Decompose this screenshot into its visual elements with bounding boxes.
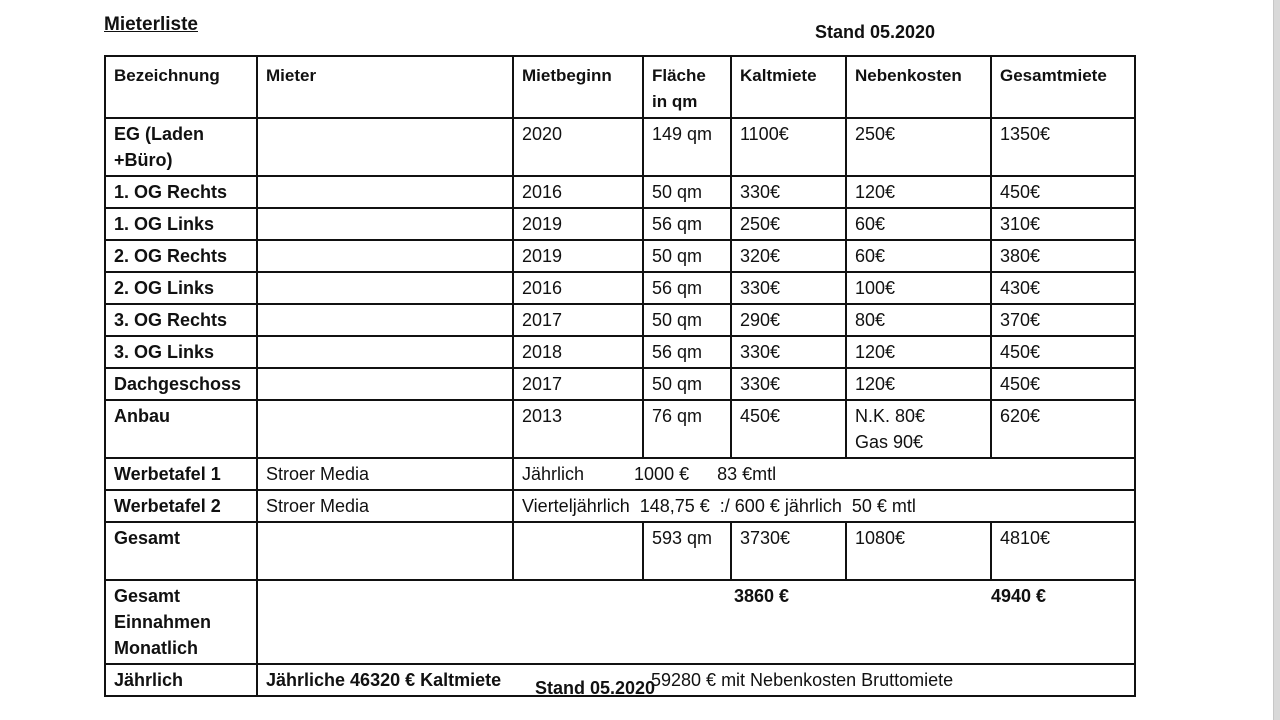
cell-bezeichnung: 1. OG Rechts: [105, 176, 257, 208]
cell-mieter: [257, 240, 513, 272]
cell-nebenkosten: 80€: [846, 304, 991, 336]
cell-gesamtmiete: 310€: [991, 208, 1135, 240]
cell-gesamtmiete: 450€: [991, 336, 1135, 368]
cell-bezeichnung: EG (Laden +Büro): [105, 118, 257, 176]
cell-bezeichnung: Werbetafel 2: [105, 490, 257, 522]
cell-mieter: [257, 400, 513, 458]
cell-nebenkosten: 120€: [846, 336, 991, 368]
table-row-anbau: [105, 400, 1135, 458]
cell-nebenkosten: 60€: [846, 208, 991, 240]
table-row: [105, 304, 1135, 336]
table-row: [105, 336, 1135, 368]
table-row: [105, 368, 1135, 400]
cell-bezeichnung: Dachgeschoss: [105, 368, 257, 400]
table-row: [105, 240, 1135, 272]
cell-nebenkosten: 120€: [846, 176, 991, 208]
cell-gesamtmiete: 4810€: [991, 522, 1135, 580]
cell-flaeche: 50 qm: [643, 240, 731, 272]
header-nebenkosten: Nebenkosten: [846, 56, 991, 118]
cell-nebenkosten: 250€: [846, 118, 991, 176]
cell-mieter: [257, 118, 513, 176]
cell-flaeche: 56 qm: [643, 272, 731, 304]
cell-gesamtmiete: 430€: [991, 272, 1135, 304]
cell-nebenkosten: [846, 400, 991, 458]
table-row: [105, 176, 1135, 208]
cell-werbetafel-1-terms: [513, 458, 1135, 490]
cell-flaeche: 50 qm: [643, 176, 731, 208]
cell-bezeichnung: Werbetafel 1: [105, 458, 257, 490]
cell-mieter: [257, 208, 513, 240]
cell-flaeche: 56 qm: [643, 336, 731, 368]
cell-bezeichnung: Jährlich: [105, 664, 257, 696]
header-kaltmiete: Kaltmiete: [731, 56, 846, 118]
cell-flaeche: 149 qm: [643, 118, 731, 176]
table-row-monatlich: [105, 580, 1135, 664]
cell-kaltmiete: 450€: [731, 400, 846, 458]
cell-kaltmiete: 330€: [731, 368, 846, 400]
cell-mieter: [257, 336, 513, 368]
cell-mietbeginn: 2019: [513, 240, 643, 272]
table-row: [105, 272, 1135, 304]
cell-gesamtmiete: 380€: [991, 240, 1135, 272]
cell-mieter: Stroer Media: [257, 458, 513, 490]
cell-mieter: [257, 522, 513, 580]
header-mieter: Mieter: [257, 56, 513, 118]
cell-mietbeginn: 2017: [513, 368, 643, 400]
cell-kaltmiete: 320€: [731, 240, 846, 272]
cell-mieter: Stroer Media: [257, 490, 513, 522]
cell-mieter: [257, 272, 513, 304]
nebenkosten-gas: Gas 90€: [855, 432, 924, 452]
header-bezeichnung: Bezeichnung: [105, 56, 257, 118]
cell-nebenkosten: 1080€: [846, 522, 991, 580]
cell-flaeche: 56 qm: [643, 208, 731, 240]
cell-bezeichnung: 3. OG Links: [105, 336, 257, 368]
cell-kaltmiete: 330€: [731, 176, 846, 208]
cell-bezeichnung: Gesamt Einnahmen Monatlich: [105, 580, 257, 664]
table-row-werbetafel-1: [105, 458, 1135, 490]
jaehrlich-kaltmiete: Jährliche 46320 € Kaltmiete: [266, 670, 502, 690]
cell-mieter: [257, 176, 513, 208]
cell-gesamtmiete: 1350€: [991, 118, 1135, 176]
monatlich-gesamtmiete: 4940 €: [991, 586, 1047, 606]
stand-date-top: Stand 05.2020: [815, 22, 936, 42]
header-flaeche: Fläche in qm: [643, 56, 731, 118]
cell-kaltmiete: 3730€: [731, 522, 846, 580]
scroll-edge: [1273, 0, 1280, 720]
document-title: Mieterliste: [104, 14, 198, 35]
cell-mietbeginn: 2018: [513, 336, 643, 368]
cell-kaltmiete: 330€: [731, 336, 846, 368]
stand-date-bottom: Stand 05.2020: [535, 678, 656, 698]
header-gesamtmiete: Gesamtmiete: [991, 56, 1135, 118]
cell-mietbeginn: [513, 522, 643, 580]
table-row-gesamt: [105, 522, 1135, 580]
cell-monatlich-totals: [257, 580, 1135, 664]
cell-bezeichnung: 3. OG Rechts: [105, 304, 257, 336]
header-mietbeginn: Mietbeginn: [513, 56, 643, 118]
tenant-table: [104, 55, 1136, 697]
werbetafel-1-monthly: 83 €mtl: [717, 464, 777, 484]
nebenkosten-nk: N.K. 80€: [855, 406, 926, 426]
cell-flaeche: 76 qm: [643, 400, 731, 458]
werbetafel-1-amount: 1000 €: [634, 464, 690, 484]
cell-gesamtmiete: 620€: [991, 400, 1135, 458]
cell-flaeche: 593 qm: [643, 522, 731, 580]
cell-mietbeginn: 2016: [513, 176, 643, 208]
cell-flaeche: 50 qm: [643, 304, 731, 336]
cell-bezeichnung: Anbau: [105, 400, 257, 458]
cell-kaltmiete: 290€: [731, 304, 846, 336]
cell-gesamtmiete: 450€: [991, 176, 1135, 208]
jaehrlich-bruttomiete: 59280 € mit Nebenkosten Bruttomiete: [651, 670, 954, 690]
table-row-werbetafel-2: [105, 490, 1135, 522]
werbetafel-1-period: Jährlich: [522, 464, 585, 484]
cell-flaeche: 50 qm: [643, 368, 731, 400]
cell-jaehrlich-totals: [257, 664, 1135, 696]
cell-bezeichnung: 1. OG Links: [105, 208, 257, 240]
table-header-row: [105, 56, 1135, 118]
monatlich-kaltmiete: 3860 €: [734, 586, 790, 606]
cell-mietbeginn: 2019: [513, 208, 643, 240]
cell-mieter: [257, 304, 513, 336]
cell-kaltmiete: 250€: [731, 208, 846, 240]
cell-mietbeginn: 2017: [513, 304, 643, 336]
cell-mietbeginn: 2020: [513, 118, 643, 176]
cell-nebenkosten: 100€: [846, 272, 991, 304]
cell-werbetafel-2-terms: Vierteljährlich 148,75 € :/ 600 € jährlich 50 € mtl: [513, 490, 1135, 522]
cell-kaltmiete: 330€: [731, 272, 846, 304]
table-row: [105, 208, 1135, 240]
cell-nebenkosten: 120€: [846, 368, 991, 400]
cell-bezeichnung: 2. OG Rechts: [105, 240, 257, 272]
cell-gesamtmiete: 450€: [991, 368, 1135, 400]
cell-bezeichnung: Gesamt: [105, 522, 257, 580]
cell-bezeichnung: 2. OG Links: [105, 272, 257, 304]
cell-nebenkosten: 60€: [846, 240, 991, 272]
cell-mietbeginn: 2016: [513, 272, 643, 304]
cell-gesamtmiete: 370€: [991, 304, 1135, 336]
cell-mieter: [257, 368, 513, 400]
cell-mietbeginn: 2013: [513, 400, 643, 458]
table-row: [105, 118, 1135, 176]
cell-kaltmiete: 1100€: [731, 118, 846, 176]
